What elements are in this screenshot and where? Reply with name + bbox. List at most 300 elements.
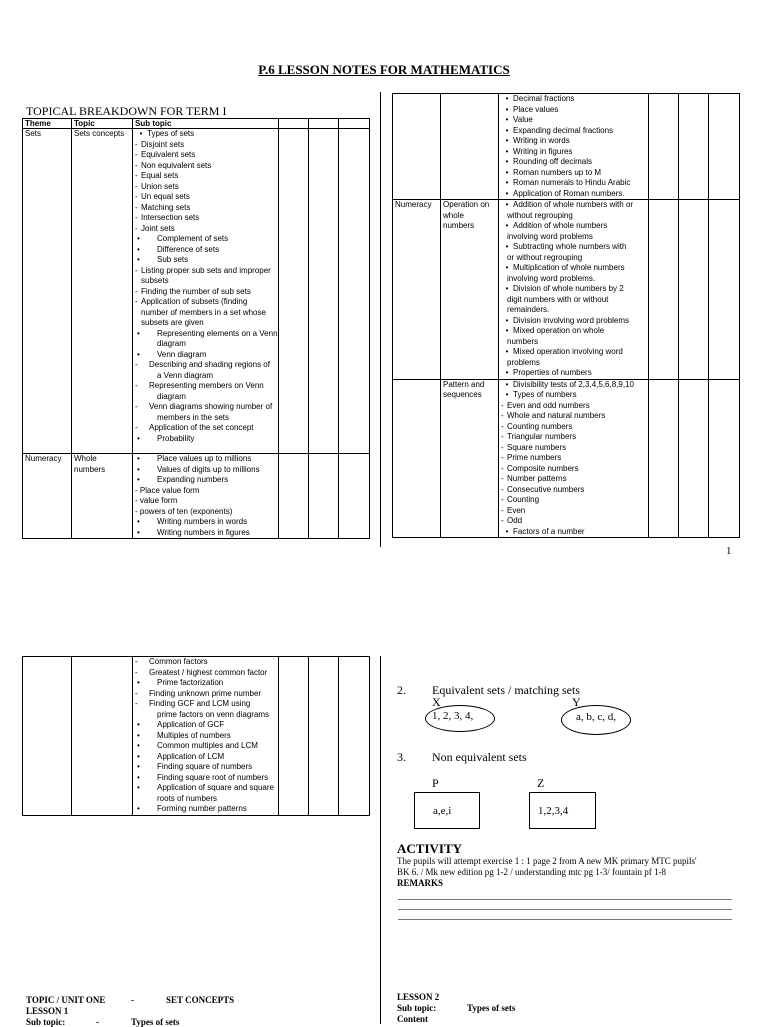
list-item <box>501 178 646 189</box>
set-p-members: a,e,i <box>433 805 452 817</box>
list-item-label: roots of numbers <box>157 793 218 803</box>
topic-cell: Pattern and sequences <box>441 379 499 538</box>
list-item-label: Expanding decimal fractions <box>513 125 614 135</box>
list-item-label: Prime factorization <box>157 678 224 687</box>
list-item <box>135 161 276 172</box>
bullet-icon: • <box>505 284 509 293</box>
topical-breakdown-table-page2 <box>22 656 370 816</box>
list-item-label: Even and odd numbers <box>507 400 590 410</box>
bullet-icon: • <box>505 136 509 145</box>
list-item <box>135 528 276 539</box>
list-item <box>501 200 646 211</box>
bullet-icon: • <box>505 115 509 124</box>
list-item <box>135 413 276 424</box>
list-item-label: subsets <box>141 276 169 285</box>
list-item-label: Joint sets <box>141 223 175 233</box>
list-item <box>135 287 276 298</box>
list-item-label: Even <box>507 505 526 515</box>
list-item-label: Expanding numbers <box>157 475 229 484</box>
dash-marker: - <box>135 286 138 296</box>
list-item-label: Finding GCF and LCM using <box>149 699 251 708</box>
set-y-label: Y <box>572 695 581 709</box>
list-item <box>135 350 276 361</box>
list-item <box>135 171 276 182</box>
list-item <box>135 465 276 476</box>
list-item <box>135 773 276 784</box>
bullet-icon: • <box>137 751 140 761</box>
lesson-1-subtopic-dash: - <box>96 1017 99 1027</box>
bullet-icon: • <box>137 762 140 771</box>
list-item <box>501 284 646 295</box>
bullet-icon: • <box>505 104 509 114</box>
activity-text-line-1: The pupils will attempt exercise 1 : 1 page 2 from A new MK primary MTC pupils' <box>397 856 697 866</box>
bullet-icon: • <box>137 783 140 792</box>
topical-breakdown-heading: TOPICAL BREAKDOWN FOR TERM I <box>26 104 227 118</box>
theme-cell: Numeracy <box>23 454 72 539</box>
set-p-label: P <box>432 776 439 790</box>
column-divider <box>380 92 381 547</box>
list-item <box>135 140 276 151</box>
list-item <box>135 657 276 668</box>
list-item <box>135 486 276 497</box>
list-item-label: or without regrouping <box>507 252 583 262</box>
list-item <box>135 402 276 413</box>
topic-unit-dash: - <box>131 995 134 1005</box>
page-title: P.6 LESSON NOTES FOR MATHEMATICS <box>258 62 510 77</box>
dash-marker: - <box>135 657 138 666</box>
list-item-label: Multiples of numbers <box>157 730 231 740</box>
list-item-label: Non equivalent sets <box>141 160 212 170</box>
list-item-label: Union sets <box>141 181 179 191</box>
list-item <box>135 381 276 392</box>
list-item <box>501 453 646 464</box>
list-item <box>135 434 276 445</box>
set-y-members: a, b, c, d, <box>575 711 616 723</box>
bullet-icon: • <box>137 234 140 243</box>
list-item-label: Difference of sets <box>157 244 220 254</box>
list-item <box>135 255 276 266</box>
list-item <box>135 203 276 214</box>
dash-marker: - <box>135 265 138 275</box>
list-item <box>501 380 646 391</box>
list-item <box>501 305 646 316</box>
dash-marker: - <box>135 360 138 369</box>
dash-marker: - <box>501 505 504 515</box>
list-item <box>135 392 276 403</box>
list-item-label: Application of GCF <box>157 720 225 729</box>
list-item-label: Application of Roman numbers. <box>513 188 625 198</box>
list-item <box>135 182 276 193</box>
bullet-icon: • <box>505 221 509 230</box>
list-item <box>501 422 646 433</box>
activity-heading: ACTIVITY <box>397 841 463 856</box>
list-item <box>501 411 646 422</box>
list-item-label: a Venn diagram <box>157 370 214 380</box>
dash-marker: - <box>135 223 138 233</box>
dash-marker: - <box>501 495 504 504</box>
list-item-label: diagram <box>157 391 186 401</box>
list-item <box>135 668 276 679</box>
bullet-icon: • <box>137 720 140 729</box>
table-row <box>393 94 740 200</box>
list-item-label: Writing in figures <box>513 146 573 156</box>
list-item-label: Common multiples and LCM <box>157 741 258 750</box>
column-divider <box>380 656 381 1024</box>
list-item-label: - Place value form <box>135 485 200 495</box>
list-item-label: Divisibility tests of 2,3,4,5,6,8,9,10 <box>513 379 634 389</box>
bullet-icon: • <box>505 188 509 198</box>
subtopic-list <box>133 454 279 539</box>
bullet-icon: • <box>505 263 509 272</box>
dash-marker: - <box>501 421 504 431</box>
list-item-label: Intersection sets <box>141 213 200 222</box>
list-item-label: subsets are given <box>141 318 204 327</box>
list-item-label: Types of sets <box>147 129 195 138</box>
bullet-icon: • <box>137 255 140 264</box>
dash-marker: - <box>135 160 138 170</box>
list-item-label: Equivalent sets <box>141 150 196 159</box>
list-item <box>501 495 646 506</box>
set-x-label: X <box>432 695 441 709</box>
bullet-icon: • <box>505 379 509 389</box>
dash-marker: - <box>501 453 504 462</box>
list-item-label: Greatest / highest common factor <box>149 667 268 677</box>
item-3-text: Non equivalent sets <box>432 750 527 764</box>
dash-marker: - <box>501 400 504 410</box>
bullet-icon: • <box>505 347 509 356</box>
dash-marker: - <box>501 484 504 494</box>
topic-unit-label: TOPIC / UNIT ONE <box>26 995 106 1005</box>
list-item <box>135 741 276 752</box>
dash-marker: - <box>135 667 138 677</box>
list-item <box>135 371 276 382</box>
dash-marker: - <box>135 699 138 708</box>
list-item <box>135 496 276 507</box>
bullet-icon: • <box>505 167 509 177</box>
list-item-label: Writing numbers in words <box>157 517 248 526</box>
list-item <box>135 710 276 721</box>
bullet-icon: • <box>505 157 509 166</box>
list-item <box>135 192 276 203</box>
list-item-label: Complement of sets <box>157 234 229 243</box>
bullet-icon: • <box>505 94 509 103</box>
list-item <box>501 115 646 126</box>
list-item-label: digit numbers with or without <box>507 294 609 304</box>
dash-marker: - <box>501 411 504 420</box>
dash-marker: - <box>501 442 504 452</box>
list-item-label: Common factors <box>149 657 208 666</box>
list-item-label: Counting <box>507 495 540 504</box>
list-item <box>135 318 276 329</box>
list-item-label: Value <box>513 115 533 124</box>
list-item-label: Division of whole numbers by 2 <box>513 284 624 293</box>
item-2-number: 2. <box>397 683 406 697</box>
list-item-label: - value form <box>135 496 178 505</box>
list-item-label: remainders. <box>507 305 550 314</box>
list-item <box>135 794 276 805</box>
dash-marker: - <box>135 150 138 159</box>
bullet-icon: • <box>137 464 140 474</box>
header-subtopic: Sub topic <box>133 119 279 129</box>
list-item <box>135 752 276 763</box>
list-item <box>135 129 276 140</box>
list-item <box>135 720 276 731</box>
list-item <box>501 157 646 168</box>
bullet-icon: • <box>137 730 140 740</box>
list-item <box>501 390 646 401</box>
lesson-2-heading: LESSON 2 <box>397 992 440 1002</box>
list-item <box>501 358 646 369</box>
list-item-label: Representing members on Venn <box>149 381 264 390</box>
list-item <box>135 804 276 815</box>
list-item <box>501 527 646 538</box>
list-item <box>501 316 646 327</box>
lesson-2-content-label: Content <box>397 1014 428 1024</box>
list-item <box>135 329 276 340</box>
list-item-label: Place values <box>513 104 559 114</box>
list-item-label: Square numbers <box>507 442 567 452</box>
list-item-label: number of members in a set whose <box>141 307 266 317</box>
list-item <box>135 783 276 794</box>
bullet-icon: • <box>137 475 140 484</box>
table-row <box>393 200 740 380</box>
list-item-label: diagram <box>157 339 186 348</box>
theme-cell: Sets <box>23 129 72 454</box>
set-p-box <box>414 792 480 829</box>
list-item-label: Representing elements on a Venn <box>157 328 278 338</box>
remarks-line <box>398 919 732 920</box>
bullet-icon: • <box>137 454 140 463</box>
list-item <box>501 295 646 306</box>
list-item-label: Counting numbers <box>507 421 573 431</box>
set-z-label: Z <box>537 776 545 790</box>
list-item-label: Venn diagrams showing number of <box>149 402 273 411</box>
list-item <box>501 221 646 232</box>
list-item <box>501 136 646 147</box>
bullet-icon: • <box>137 433 140 443</box>
list-item-label: Values of digits up to millions <box>157 464 260 474</box>
lesson-1-subtopic-value: Types of sets <box>131 1017 180 1027</box>
dash-marker: - <box>135 181 138 191</box>
list-item <box>501 263 646 274</box>
list-item <box>501 443 646 454</box>
dash-marker: - <box>135 213 138 222</box>
bullet-icon: • <box>505 526 509 536</box>
list-item <box>135 360 276 371</box>
list-item <box>501 401 646 412</box>
subtopic-list <box>133 129 279 454</box>
list-item-label: Application of LCM <box>157 751 225 761</box>
topic-unit-value: SET CONCEPTS <box>166 995 235 1005</box>
list-item-label: Equal sets <box>141 171 179 180</box>
bullet-icon: • <box>505 326 509 335</box>
list-item <box>135 762 276 773</box>
header-topic: Topic <box>72 119 133 129</box>
list-item-label: Properties of numbers <box>513 368 592 377</box>
bullet-icon: • <box>137 741 140 750</box>
page-number: 1 <box>726 545 732 557</box>
table-row <box>23 454 370 539</box>
dash-marker: - <box>501 516 504 525</box>
remarks-line <box>398 909 732 910</box>
list-item <box>501 232 646 243</box>
header-theme: Theme <box>23 119 72 129</box>
table-row <box>23 657 370 816</box>
bullet-icon: • <box>137 328 140 338</box>
set-y-ellipse <box>561 705 631 735</box>
dash-marker: - <box>135 297 138 306</box>
set-x-members: 1, 2, 3, 4, <box>432 710 474 722</box>
bullet-icon: • <box>137 772 140 782</box>
list-item <box>135 699 276 710</box>
list-item <box>501 126 646 137</box>
list-item-label: - powers of ten (exponents) <box>135 506 233 516</box>
list-item-label: Finding unknown prime number <box>149 688 262 698</box>
list-item <box>135 224 276 235</box>
bullet-icon: • <box>505 242 509 251</box>
list-item-label: without regrouping <box>507 210 573 220</box>
list-item-label: prime factors on venn diagrams <box>157 709 270 719</box>
list-item-label: Prime numbers <box>507 453 562 462</box>
bullet-icon: • <box>505 315 509 325</box>
bullet-icon: • <box>137 349 140 359</box>
list-item <box>135 517 276 528</box>
activity-text-line-2: BK 6. / Mk new edition pg 1-2 / understanding mtc pg 1-3/ fountain pf 1-8 <box>397 867 666 877</box>
set-z-members: 1,2,3,4 <box>538 805 569 817</box>
bullet-icon: • <box>137 678 140 687</box>
subtopic-list <box>499 200 649 380</box>
list-item-label: Writing numbers in figures <box>157 527 250 537</box>
list-item-label: Place values up to millions <box>157 454 252 463</box>
list-item-label: Number patterns <box>507 474 567 483</box>
list-item-label: Rounding off decimals <box>513 157 593 166</box>
subtopic-list <box>499 94 649 200</box>
dash-marker: - <box>501 474 504 483</box>
list-item-label: Writing in words <box>513 136 570 145</box>
list-item-label: Addition of whole numbers <box>513 221 608 230</box>
bullet-icon: • <box>137 517 140 526</box>
bullet-icon: • <box>137 804 140 813</box>
list-item <box>135 234 276 245</box>
list-item-label: Finding square of numbers <box>157 762 253 771</box>
list-item <box>501 94 646 105</box>
remarks-heading: REMARKS <box>397 878 444 888</box>
list-item <box>501 474 646 485</box>
lesson-2-subtopic-label: Sub topic: <box>397 1003 437 1013</box>
set-x-ellipse <box>425 705 495 732</box>
dash-marker: - <box>135 402 138 411</box>
list-item-label: involving word problems <box>507 231 593 241</box>
table-header-row <box>23 119 370 129</box>
list-item <box>501 189 646 200</box>
list-item-label: Composite numbers <box>507 463 579 473</box>
subtopic-list <box>133 657 279 816</box>
list-item-label: Triangular numbers <box>507 432 577 441</box>
list-item <box>135 689 276 700</box>
list-item-label: Mixed operation on whole <box>513 326 605 335</box>
list-item <box>501 347 646 358</box>
list-item <box>501 211 646 222</box>
dash-marker: - <box>135 171 138 180</box>
list-item <box>135 731 276 742</box>
list-item <box>501 506 646 517</box>
list-item <box>501 326 646 337</box>
list-item-label: Mixed operation involving word <box>513 347 623 356</box>
list-item-label: Venn diagram <box>157 349 207 359</box>
list-item-label: Odd <box>507 516 523 525</box>
topic-cell: Sets concepts <box>72 129 133 454</box>
list-item <box>501 337 646 348</box>
list-item <box>135 678 276 689</box>
list-item <box>501 432 646 443</box>
list-item-label: Roman numbers up to M <box>513 167 602 177</box>
list-item-label: Whole and natural numbers <box>507 411 606 420</box>
list-item-label: problems <box>507 357 540 367</box>
bullet-icon: • <box>505 125 509 135</box>
bullet-icon: • <box>137 244 140 254</box>
list-item-label: Sub sets <box>157 255 189 264</box>
list-item <box>135 266 276 277</box>
list-item-label: Subtracting whole numbers with <box>513 242 627 251</box>
topical-breakdown-table <box>22 118 370 539</box>
bullet-icon: • <box>137 527 140 537</box>
list-item <box>501 242 646 253</box>
bullet-icon: • <box>505 368 509 377</box>
list-item-label: Matching sets <box>141 202 191 212</box>
list-item-label: Factors of a number <box>513 526 585 536</box>
list-item <box>135 475 276 486</box>
list-item <box>135 339 276 350</box>
list-item <box>135 213 276 224</box>
subtopic-list <box>499 379 649 538</box>
list-item <box>501 368 646 379</box>
list-item <box>135 454 276 465</box>
lesson-1-subtopic-label: Sub topic: <box>26 1017 66 1027</box>
topical-breakdown-table-continued <box>392 93 740 538</box>
list-item <box>135 245 276 256</box>
remarks-line <box>398 899 732 900</box>
dash-marker: - <box>135 192 138 201</box>
list-item-label: Addition of whole numbers with or <box>513 200 634 209</box>
list-item <box>135 308 276 319</box>
list-item-label: Application of subsets (finding <box>141 297 248 306</box>
list-item-label: Division involving word problems <box>513 315 630 325</box>
item-2-text: Equivalent sets / matching sets <box>432 683 580 697</box>
set-z-box <box>529 792 596 829</box>
list-item-label: Application of the set concept <box>149 423 254 432</box>
list-item <box>135 297 276 308</box>
dash-marker: - <box>135 202 138 212</box>
list-item-label: Application of square and square <box>157 783 274 792</box>
list-item <box>135 423 276 434</box>
dash-marker: - <box>135 139 138 149</box>
list-item-label: Types of numbers <box>513 390 577 399</box>
list-item <box>501 147 646 158</box>
list-item <box>501 485 646 496</box>
list-item <box>135 507 276 518</box>
table-row <box>393 379 740 538</box>
bullet-icon: • <box>505 146 509 156</box>
dash-marker: - <box>501 463 504 473</box>
list-item <box>501 253 646 264</box>
dash-marker: - <box>501 432 504 441</box>
item-3-number: 3. <box>397 750 406 764</box>
dash-marker: - <box>135 423 138 432</box>
list-item-label: Describing and shading regions of <box>149 360 270 369</box>
list-item-label: Decimal fractions <box>513 94 575 103</box>
lesson-2-subtopic-value: Types of sets <box>467 1003 516 1013</box>
bullet-icon: • <box>505 200 509 209</box>
